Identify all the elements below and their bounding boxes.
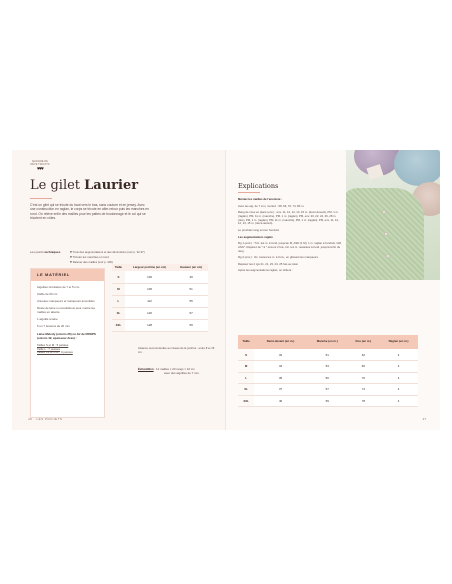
column-header: Hauteur (en cm) xyxy=(174,264,208,271)
column-header: Raglan (en m.) xyxy=(379,335,418,349)
value-cell: 62 xyxy=(348,349,379,361)
value-cell: 4 xyxy=(379,384,418,396)
table-row xyxy=(238,372,418,384)
size-table xyxy=(112,264,208,332)
table-row xyxy=(238,349,418,361)
material-item: 1 aiguille à laine xyxy=(37,317,58,322)
ease-note: Aisance recommandée au niveau de la poitrine : entre 8 et 15 cm. xyxy=(138,346,215,354)
yarn-cardigan-photo xyxy=(346,150,440,280)
instruction-text: Rg 1 (end.) : *tric. les m. à l'end. jusqu'au M, ASD (1 M), 1 m. raglan à l'endroit, GM, ASG*. Répétez de * à * encore 3 fois, tric. les m. restantes à l'end. jusqu'à la fin du rang. xyxy=(238,241,342,253)
materials-box xyxy=(30,268,105,418)
value-cell: 100 xyxy=(125,271,174,283)
material-item: Reste de laine ou scoubidous pour mettre les mailles en attente xyxy=(37,306,96,315)
instruction-text: Après les augmentations raglan, on obtient : xyxy=(238,268,293,273)
value-cell: 128 xyxy=(125,319,174,331)
value-cell: 53 xyxy=(307,361,348,373)
value-cell: 112 xyxy=(125,295,174,307)
value-cell: 51 xyxy=(174,283,208,295)
title-bold: Laurier xyxy=(84,178,139,193)
table-row xyxy=(238,395,418,407)
value-cell: 37 xyxy=(254,384,307,396)
size-cell: XXL xyxy=(238,395,254,407)
yarn-ball-blue xyxy=(394,150,440,186)
size-cell: XXL xyxy=(112,319,125,331)
material-item: Aiguilles circulaires de 7 et 5 mm xyxy=(37,285,80,289)
value-cell: 70 xyxy=(348,372,379,384)
instruction-text: Rg 2 (env.) : tric. toutes les m. à l'env., en glissant les marqueurs. xyxy=(238,255,319,260)
table-header-row xyxy=(112,264,208,271)
button-icon xyxy=(386,254,390,258)
value-cell: 49 xyxy=(174,271,208,283)
value-cell: 59 xyxy=(307,395,348,407)
value-cell: 32 xyxy=(254,349,307,361)
table-row xyxy=(238,361,418,373)
heart-icon: ♥ xyxy=(70,250,72,254)
button-icon xyxy=(382,210,386,214)
value-cell: 51 xyxy=(307,349,348,361)
gauge-text-line2: avec des aiguilles de 7 mm. xyxy=(164,370,200,375)
size-cell: XL xyxy=(238,384,254,396)
yarn-size-item: Taille L : 7 pelotes xyxy=(37,346,61,351)
technique-text: Relever des mailles (voir p. 106) xyxy=(72,259,113,264)
value-cell: 4 xyxy=(379,361,418,373)
table-row xyxy=(112,271,208,283)
size-cell: L xyxy=(238,372,254,384)
instruction-text: Rang de mise en place (env.) : env. 11, 12, 12, 13, 15 m. (demi-devant), PM, 1 m. (raglan), PM, 11 m. (manche), PM, 1 m. (raglan), PM, env. 20, 22, 24, 26, 28 m. (dos), PM, 1 m. (raglan), PM, 11 m. (manche), PM, 1 m. (raglan), PM, env. 11, 12, 12, 13, 15 m. (demi-devant). xyxy=(238,210,339,226)
value-cell: 78 xyxy=(348,395,379,407)
legend-label-text: Les points xyxy=(30,250,44,254)
gauge-info xyxy=(138,368,224,376)
section-heading: Les augmentations raglan xyxy=(238,234,273,239)
table-row xyxy=(112,295,208,307)
value-cell: 120 xyxy=(125,307,174,319)
size-cell: M xyxy=(238,361,254,373)
column-header: Manche (en m.) xyxy=(307,335,348,349)
table-row xyxy=(112,307,208,319)
column-header: Largeur poitrine (en cm) xyxy=(125,264,174,271)
yarn-size-item: Tailles S et M : 5 pelotes xyxy=(37,342,69,347)
table-header-row xyxy=(238,335,418,349)
value-cell: 55 xyxy=(174,295,208,307)
value-cell: 56 xyxy=(307,372,348,384)
explanations-title: Explications xyxy=(238,182,279,190)
gauge-text: : 14 mailles × 20 rangs = 10 cm xyxy=(153,367,195,371)
technique-list xyxy=(70,250,145,264)
yarn-size-item: Tailles XL et XXL : 9 pelotes xyxy=(37,350,73,355)
value-cell: 57 xyxy=(174,307,208,319)
button-icon xyxy=(384,232,388,236)
heart-icon: ♥ xyxy=(70,254,72,259)
hearts-icon: ♥♥♥ xyxy=(37,166,43,173)
instruction-text: Répétez les 2 rgs 21, 21, 23, 24, 25 fois au total. xyxy=(238,261,299,266)
value-cell: 59 xyxy=(174,319,208,331)
title-light: Le gilet xyxy=(30,178,85,193)
instruction-text: Avec les aig. de 7 mm, montez : 68, 66, 70, 74, 80 m. xyxy=(238,203,305,208)
value-cell: 4 xyxy=(379,372,418,384)
value-cell: 57 xyxy=(307,384,348,396)
brand-logo xyxy=(30,160,50,172)
right-page xyxy=(226,150,440,430)
value-cell: 40 xyxy=(254,395,307,407)
raglan-table xyxy=(238,335,418,407)
table-row xyxy=(238,384,418,396)
column-header: Taille xyxy=(238,335,254,349)
value-cell: 34 xyxy=(254,361,307,373)
logo-text: MADAME DE RÊVE TRICOTS xyxy=(30,160,50,167)
page-title xyxy=(30,178,138,193)
value-cell: 4 xyxy=(379,395,418,407)
title-divider xyxy=(238,192,260,193)
heart-icon: ♥ xyxy=(70,259,72,264)
material-item: Câble de 60 cm xyxy=(37,292,58,297)
size-cell: M xyxy=(112,283,125,295)
material-item: 6 ou 7 boutons de 20 mm xyxy=(37,324,70,329)
value-cell: 74 xyxy=(348,384,379,396)
value-cell: 66 xyxy=(348,361,379,373)
column-header: Dos (en m.) xyxy=(348,335,379,349)
technique-text: Tricoter les manches en rond xyxy=(72,254,109,259)
legend-label-bold: techniques xyxy=(44,250,61,254)
section-heading: Montez les mailles de l'encolure : xyxy=(238,197,283,201)
size-cell: XL xyxy=(112,307,125,319)
technique-text: Trois des augmentations et des diminutions (voir p. 32-37) xyxy=(72,250,145,254)
materials-body xyxy=(31,281,104,360)
gauge-label: Échantillon xyxy=(138,367,154,371)
size-cell: L xyxy=(112,295,125,307)
column-header: Demi-devant (en m.) xyxy=(254,335,307,349)
size-cell: S xyxy=(238,349,254,361)
table-row xyxy=(112,283,208,295)
materials-header: LE MATÉRIEL xyxy=(31,269,104,281)
yarn-info: Laine Melody (coloris 26) ou Air de DROPS (coloris 42, épaisseur Aran) : xyxy=(37,331,96,340)
page-footer-left: 46 · LES PROJETS xyxy=(28,417,63,421)
intro-text: C'est un gilet qui se tricote du haut vers le bas, sans couture et en jersey. Avec une construction en raglan, le corps se tricote en aller-retour puis les manches en rond. On relève enfin des mailles pour les pattes de boutonnage et le col qui se tricotent en côtes. xyxy=(30,203,149,221)
size-cell: S xyxy=(112,271,125,283)
value-cell: 4 xyxy=(379,349,418,361)
value-cell: 106 xyxy=(125,283,174,295)
legend-label xyxy=(30,250,60,254)
book-spread xyxy=(12,150,440,430)
explanations-body xyxy=(238,198,342,276)
page-footer-right: 47 xyxy=(422,417,426,421)
left-page xyxy=(12,150,226,430)
material-item: Anneaux marqueurs et marqueurs amovibles xyxy=(37,299,95,304)
value-cell: 35 xyxy=(254,372,307,384)
instruction-text: Le prochain rang est sur l'endroit. xyxy=(238,227,280,232)
table-row xyxy=(112,319,208,331)
title-divider xyxy=(30,198,52,199)
column-header: Taille xyxy=(112,264,125,271)
